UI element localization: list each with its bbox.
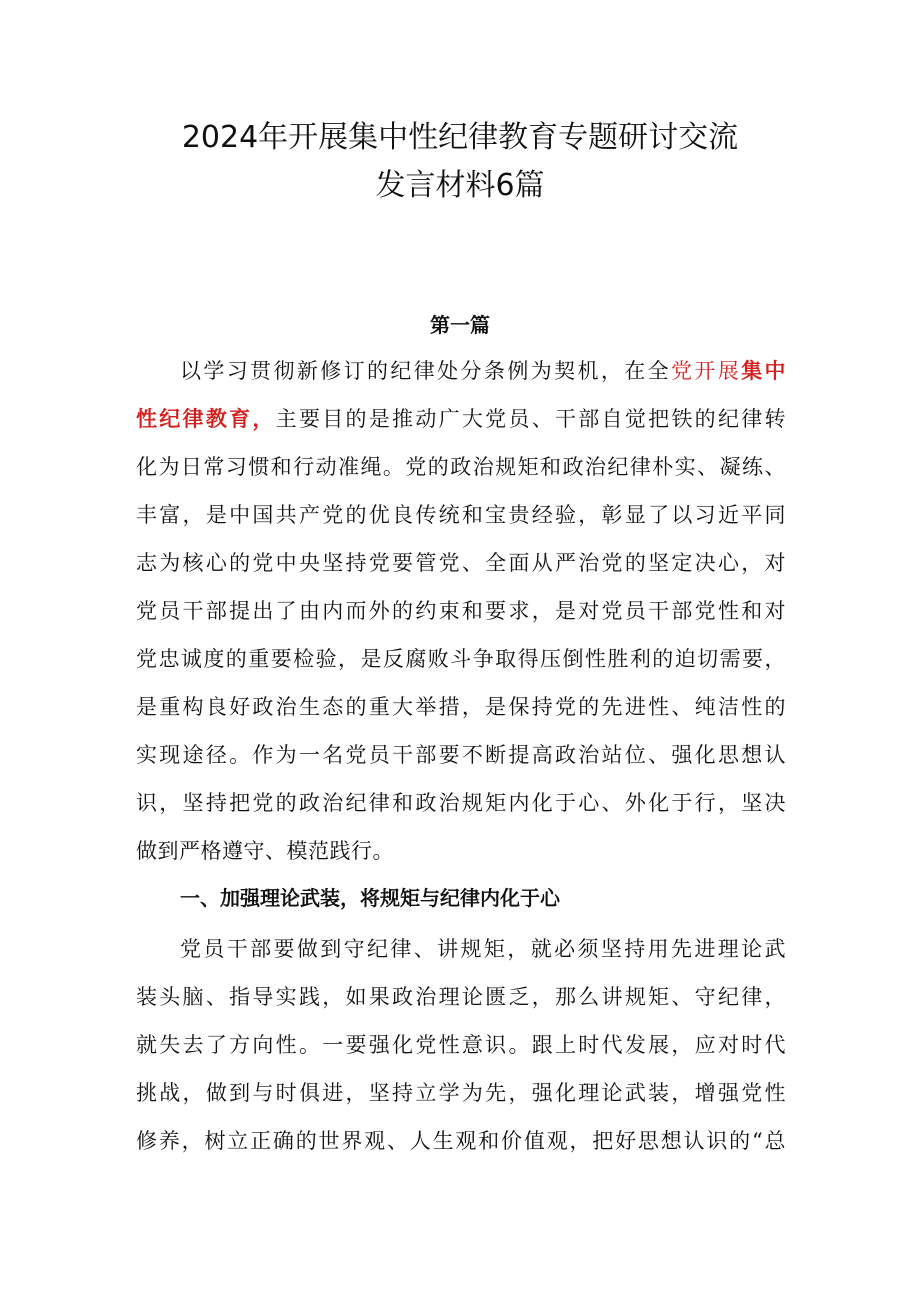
text-span: 以学习贯彻新修订的纪律处分条例为契机，在全: [180, 359, 671, 383]
paragraph-line: 挑战，做到与时俱进，坚持立学为先，强化理论武装，增强党性: [136, 1081, 786, 1105]
highlight-text: 党开展: [670, 359, 742, 383]
paragraph-1: [136, 347, 786, 875]
paragraph-line: 实现途径。作为一名党员干部要不断提高政治站位、强化思想认: [136, 743, 786, 767]
paragraph-line: 修养，树立正确的世界观、人生观和价值观，把好思想认识的“总: [136, 1129, 786, 1153]
paragraph-line: 做到严格遵守、模范践行。: [136, 839, 394, 863]
highlight-bold-text: 集中: [741, 359, 787, 383]
text-span: 主要目的是推动广大党员、干部自觉把铁的纪律转: [275, 407, 787, 431]
section-heading-1: 一、加强理论武装，将规矩与纪律内化于心: [180, 886, 560, 910]
paragraph-line: 识，坚持把党的政治纪律和政治规矩内化于心、外化于行，坚决: [136, 791, 786, 815]
paragraph-2: [136, 925, 786, 1165]
paragraph-line: 党员干部要做到守纪律、讲规矩，就必须坚持用先进理论武: [180, 937, 786, 961]
section-title: 第一篇: [430, 313, 490, 337]
paragraph-line: 装头脑、指导实践，如果政治理论匮乏，那么讲规矩、守纪律，: [136, 985, 786, 1009]
paragraph-line: 志为核心的党中央坚持党要管党、全面从严治党的坚定决心，对: [136, 551, 786, 575]
paragraph-line: 丰富，是中国共产党的优良传统和宝贵经验，彰显了以习近平同: [136, 503, 786, 527]
paragraph-line: 化为日常习惯和行动准绳。党的政治规矩和政治纪律朴实、凝练、: [136, 455, 786, 479]
document-title-line-2: 发言材料6篇: [375, 168, 545, 203]
paragraph-line: 党员干部提出了由内而外的约束和要求，是对党员干部党性和对: [136, 599, 786, 623]
paragraph-line: 党忠诚度的重要检验，是反腐败斗争取得压倒性胜利的迫切需要，: [136, 647, 786, 671]
paragraph-1-line-2: [136, 395, 786, 443]
paragraph-line: 就失去了方向性。一要强化党性意识。跟上时代发展，应对时代: [136, 1033, 786, 1057]
document-title-line-1: 2024年开展集中性纪律教育专题研讨交流: [181, 120, 739, 155]
paragraph-1-line-1: [136, 347, 786, 395]
paragraph-line: 是重构良好政治生态的重大举措，是保持党的先进性、纯洁性的: [136, 695, 786, 719]
highlight-bold-text: 性纪律教育，: [136, 407, 276, 431]
